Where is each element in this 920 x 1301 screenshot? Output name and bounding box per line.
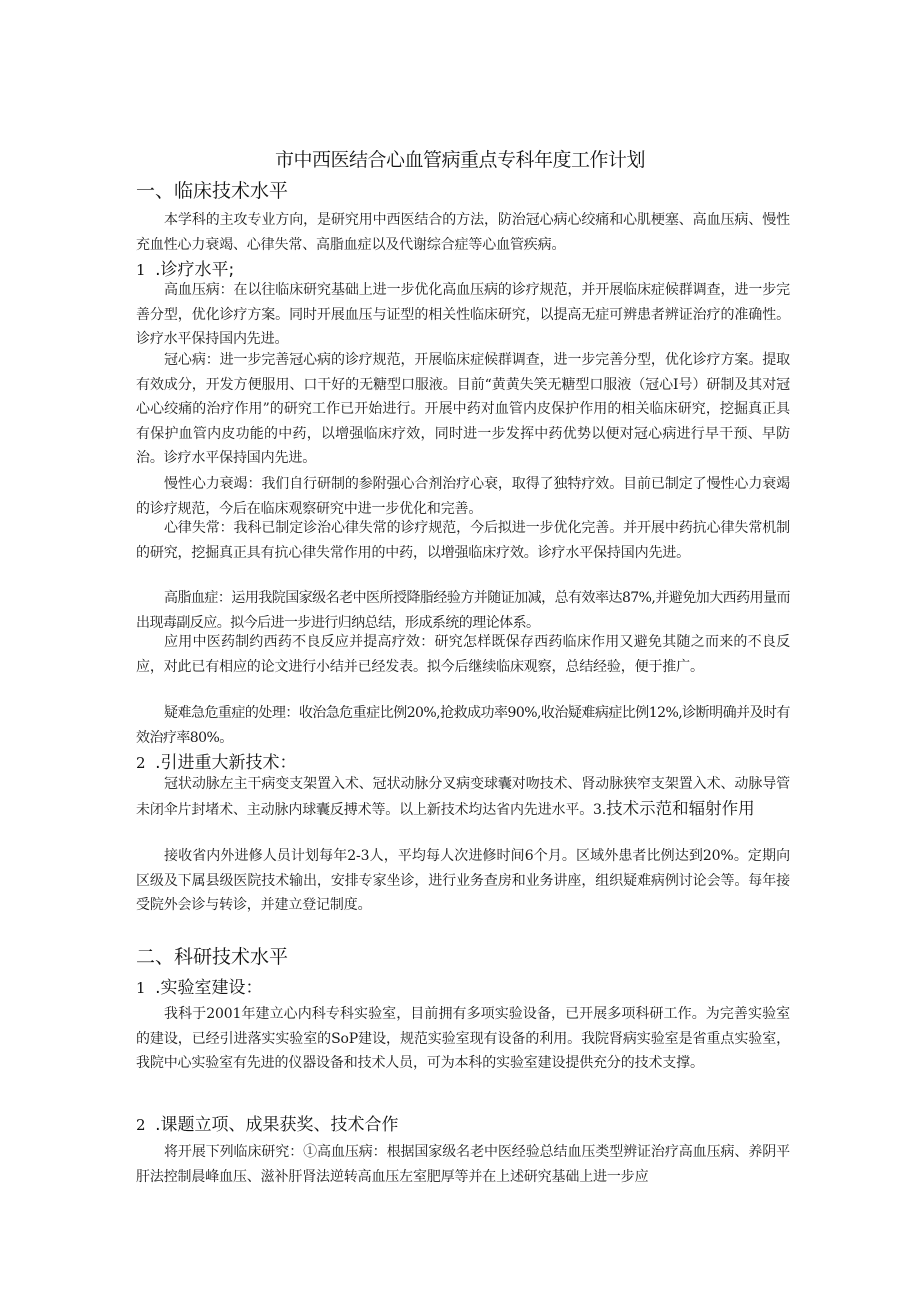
subheading-diagnosis — [136, 255, 234, 280]
paragraph-new-technology — [136, 772, 790, 822]
paragraph-coronary: 冠心病：进一步完善冠心病的诊疗规范，开展临床症候群调查，进一步完善分型，优化诊疗方案。提取有效成分，开发方便服用、口干好的无糖型口服液。目前“黄黄失笑无糖型口服液（冠心I号）研制及其对冠心心绞痛的治疗作用”的研究工作已开始进行。开展中药对血管内皮保护作用的相关临床研究，挖掘真正具有保护血管内皮功能的中药，以增强临床疗效，同时进一步发挥中药优势以便对冠心病进行早干预、早防治。诊疗水平保持国内先进。 — [136, 352, 790, 467]
subheading-new-technology — [136, 748, 297, 773]
subheading-title: .引进重大新技术： — [155, 753, 297, 773]
page-title: 市中西医结合心血管病重点专科年度工作计划 — [274, 149, 645, 171]
new-technology-text: 冠状动脉左主干病变支架置入术、冠状动脉分叉病变球囊对吻技术、肾动脉狭窄支架置入术、动脉导管未闭伞片封堵术、主动脉内球囊反搏术等。以上新技术均达省内先进水平。3. — [136, 776, 790, 818]
paragraph-heart-failure: 慢性心力衰竭：我们自行研制的参附强心合剂治疗心衰，取得了独特疗效。目前已制定了慢性心力衰竭的诊疗规范，今后在临床观察研究中进一步优化和完善。 — [136, 476, 790, 517]
subheading-number: 2 — [136, 754, 146, 772]
subheading-projects — [136, 1110, 399, 1135]
paragraph-projects: 将开展下列临床研究：①高血压病：根据国家级名老中医经验总结血压类型辨证治疗高血压病、养阴平肝法控制晨峰血压、滋补肝肾法逆转高血压左室肥厚等并在上述研究基础上进一步应 — [136, 1144, 790, 1185]
paragraph-adverse-reactions: 应用中医药制约西药不良反应并提高疗效：研究怎样既保存西药临床作用又避免其随之而来的不良反应，对此已有相应的论文进行小结并已经发表。拟今后继续临床观察，总结经验，便于推广。 — [136, 634, 790, 675]
section-heading-research: 二、科研技术水平 — [136, 946, 289, 968]
paragraph-demonstration: 接收省内外进修人员计划每年2-3人，平均每人次进修时间6个月。区域外患者比例达到20%。定期向区级及下属县级医院技术输出，安排专家坐诊，进行业务查房和业务讲座，组织疑难病例讨论会等。每年接受院外会诊与转诊，并建立登记制度。 — [136, 848, 790, 914]
subheading-number: 2 — [136, 1116, 146, 1134]
subheading-number: 1 — [136, 261, 146, 279]
subheading-title: .诊疗水平; — [155, 260, 235, 280]
paragraph-hyperlipidemia: 高脂血症：运用我院国家级名老中医所授降脂经验方并随证加减，总有效率达87%,并避免加大西药用量而出现毒副反应。拟今后进一步进行归纳总结，形成系统的理论体系。 — [136, 590, 790, 631]
section-heading-clinical: 一、临床技术水平 — [136, 180, 289, 202]
paragraph-hypertension: 高血压病：在以往临床研究基础上进一步优化高血压病的诊疗规范，并开展临床症候群调查，进一步完善分型，优化诊疗方案。同时开展血压与证型的相关性临床研究，以提高无症可辨患者辨证治疗的准确性。诊疗水平保持国内先进。 — [136, 282, 790, 348]
subheading-laboratory — [136, 973, 263, 998]
subheading-title: .课题立项、成果获奖、技术合作 — [155, 1115, 399, 1135]
subheading-demonstration: 技术示范和辐射作用 — [606, 798, 755, 818]
paragraph-critical-cases: 疑难急危重症的处理：收治急危重症比例20%,抢救成功率90%,收治疑难病症比例12%,诊断明确并及时有效治疗率80%。 — [136, 705, 790, 746]
subheading-number: 1 — [136, 979, 146, 997]
paragraph-laboratory: 我科于2001年建立心内科专科实验室，目前拥有多项实验设备，已开展多项科研工作。为完善实验室的建设，已经引进落实实验室的SoP建设，规范实验室现有设备的利用。我院肾病实验室是省重点实验室，我院中心实验室有先进的仪器设备和技术人员，可为本科的实验室建设提供充分的技术支撑。 — [136, 1006, 790, 1072]
intro-paragraph: 本学科的主攻专业方向，是研究用中西医结合的方法，防治冠心病心绞痛和心肌梗塞、高血压病、慢性充血性心力衰竭、心律失常、高脂血症以及代谢综合症等心血管疾病。 — [136, 212, 790, 253]
paragraph-arrhythmia: 心律失常：我科已制定诊治心律失常的诊疗规范，今后拟进一步优化完善。并开展中药抗心律失常机制的研究，挖掘真正具有抗心律失常作用的中药，以增强临床疗效。诊疗水平保持国内先进。 — [136, 520, 790, 561]
subheading-title: .实验室建设： — [155, 978, 263, 998]
